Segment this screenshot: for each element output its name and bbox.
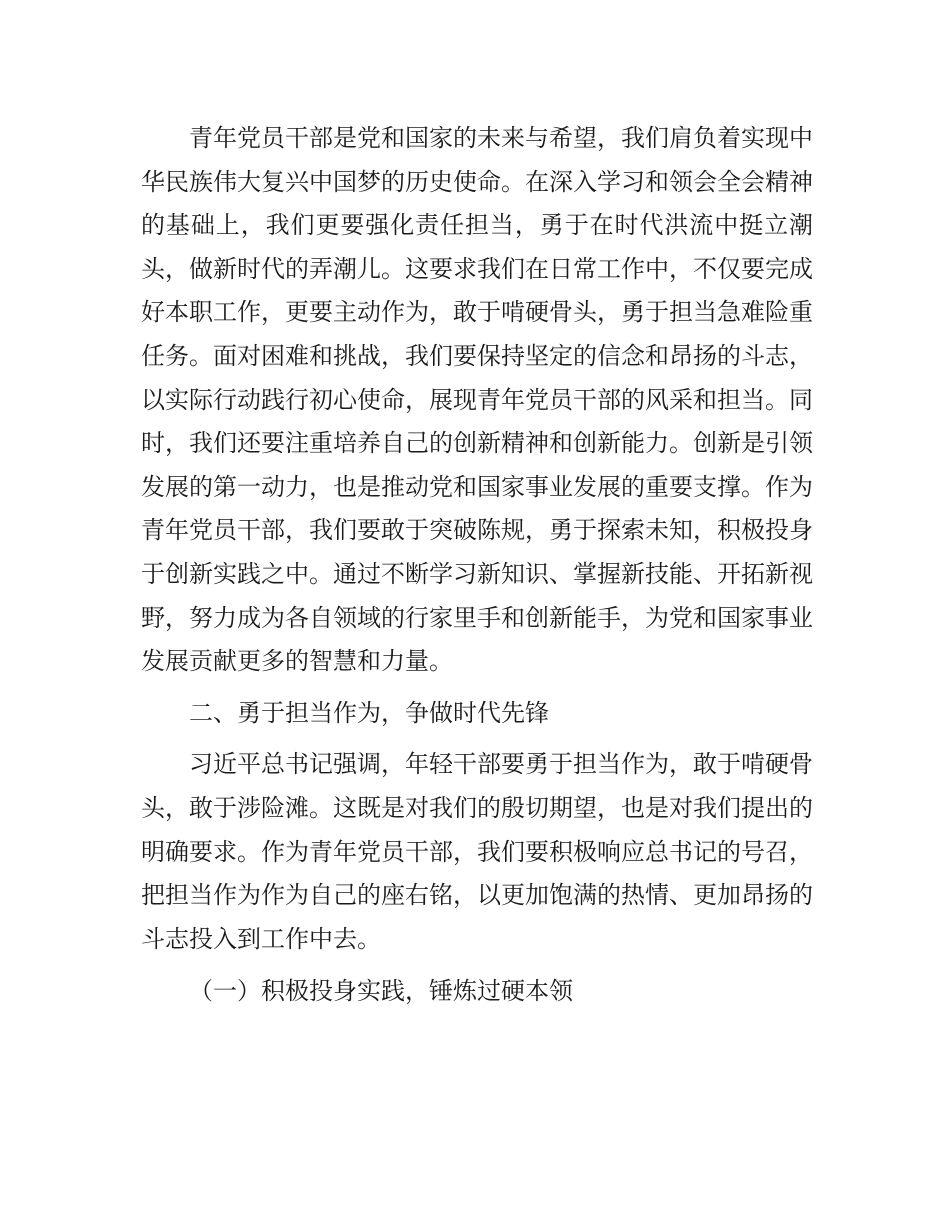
body-paragraph: 习近平总书记强调，年轻干部要勇于担当作为，敢于啃硬骨头，敢于涉险滩。这既是对我们的殷切期望，也是对我们提出的明确要求。作为青年党员干部，我们要积极响应总书记的号召，把担当作为作为自己的座右铭，以更加饱满的热情、更加昂扬的斗志投入到工作中去。 [141,750,813,953]
document-body [141,117,813,1014]
section-heading: 二、勇于担当作为，争做时代先锋 [189,698,549,727]
body-paragraph: 青年党员干部是党和国家的未来与希望，我们肩负着实现中华民族伟大复兴中国梦的历史使命。在深入学习和领会全会精神的基础上，我们更要强化责任担当，勇于在时代洪流中挺立潮头，做新时代的弄潮儿。这要求我们在日常工作中，不仅要完成好本职工作，更要主动作为，敢于啃硬骨头，勇于担当急难险重任务。面对困难和挑战，我们要保持坚定的信念和昂扬的斗志，以实际行动践行初心使命，展现青年党员干部的风采和担当。同时，我们还要注重培养自己的创新精神和创新能力。创新是引领发展的第一动力，也是推动党和国家事业发展的重要支撑。作为青年党员干部，我们要敢于突破陈规，勇于探索未知，积极投身于创新实践之中。通过不断学习新知识、掌握新技能、开拓新视野，努力成为各自领域的行家里手和创新能手，为党和国家事业发展贡献更多的智慧和力量。 [141,124,813,676]
subsection-heading: （一）积极投身实践，锤炼过硬本领 [189,977,573,1006]
